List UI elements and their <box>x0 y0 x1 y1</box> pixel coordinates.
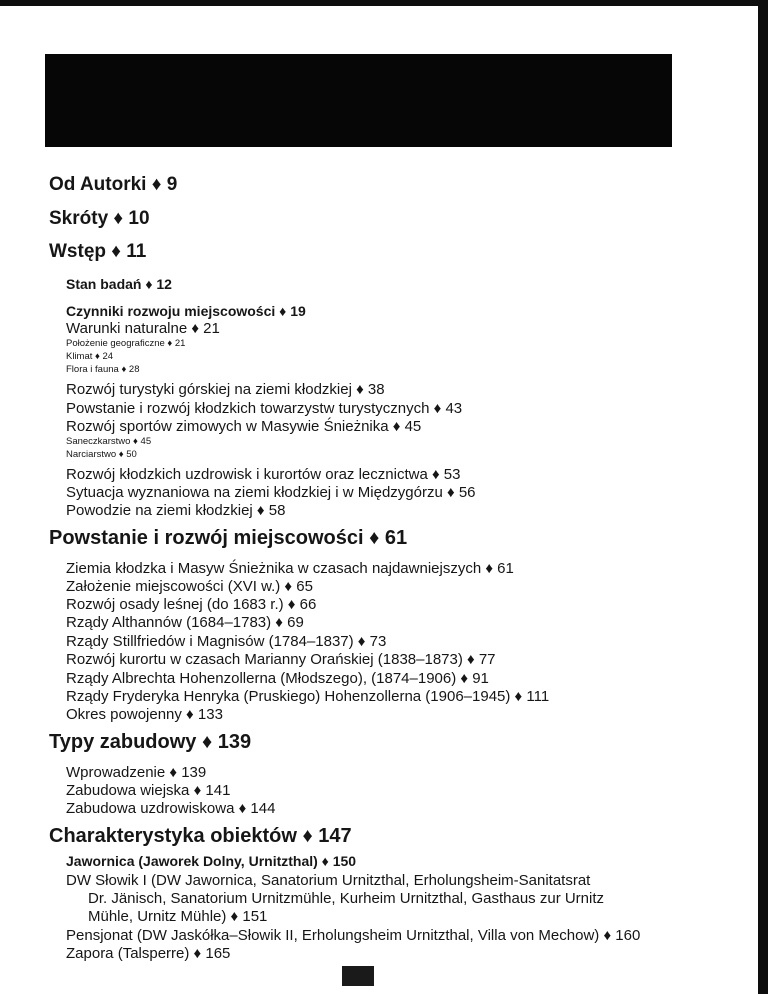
toc-wstep: Wstęp ♦ 11 <box>49 241 147 262</box>
toc-fryderyk: Rządy Fryderyka Henryka (Pruskiego) Hohenzollerna (1906–1945) ♦ 111 <box>66 688 550 705</box>
toc-charakterystyka: Charakterystyka obiektów ♦ 147 <box>49 825 352 847</box>
toc-czynniki: Czynniki rozwoju miejscowości ♦ 19 <box>66 303 306 319</box>
toc-saneczkarstwo: Saneczkarstwo ♦ 45 <box>66 436 152 447</box>
toc-sytuacja: Sytuacja wyznaniowa na ziemi kłodzkiej i w Międzygórzu ♦ 56 <box>66 484 476 501</box>
toc-warunki: Warunki naturalne ♦ 21 <box>66 320 220 337</box>
toc-albrecht: Rządy Albrechta Hohenzollerna (Młodszego), (1874–1906) ♦ 91 <box>66 670 489 687</box>
toc-typy-zabudowy: Typy zabudowy ♦ 139 <box>49 731 252 753</box>
toc-zabudowa-wiejska: Zabudowa wiejska ♦ 141 <box>66 782 231 799</box>
toc-ziemia: Ziemia kłodzka i Masyw Śnieżnika w czasach najdawniejszych ♦ 61 <box>66 560 514 577</box>
toc-pensjonat: Pensjonat (DW Jaskółka–Słowik II, Erholungsheim Urnitzthal, Villa von Mechow) ♦ 160 <box>66 927 641 944</box>
toc-powstanie-towarzystw: Powstanie i rozwój kłodzkich towarzystw turystycznych ♦ 43 <box>66 400 463 417</box>
toc-wprowadzenie: Wprowadzenie ♦ 139 <box>66 764 207 781</box>
toc-stan-badan: Stan badań ♦ 12 <box>66 276 172 292</box>
toc-uzdrowiska: Rozwój kłodzkich uzdrowisk i kurortów oraz lecznictwa ♦ 53 <box>66 466 461 483</box>
scan-right-edge <box>758 6 768 994</box>
page-number-mark <box>342 966 374 986</box>
toc-zalozenie: Założenie miejscowości (XVI w.) ♦ 65 <box>66 578 313 595</box>
toc-dw-slowik-line3: Mühle, Urnitz Mühle) ♦ 151 <box>88 908 268 925</box>
toc-zapora: Zapora (Talsperre) ♦ 165 <box>66 945 231 962</box>
toc-polozenie: Położenie geograficzne ♦ 21 <box>66 338 186 349</box>
toc-rozwoj-sportow: Rozwój sportów zimowych w Masywie Śnieżnika ♦ 45 <box>66 418 422 435</box>
toc-jawornica: Jawornica (Jaworek Dolny, Urnitzthal) ♦ 150 <box>66 853 357 869</box>
toc-od-autorki: Od Autorki ♦ 9 <box>49 174 178 195</box>
toc-skroty: Skróty ♦ 10 <box>49 208 150 229</box>
toc-okres: Okres powojenny ♦ 133 <box>66 706 223 723</box>
toc-flora: Flora i fauna ♦ 28 <box>66 364 140 375</box>
toc-althann: Rządy Althannów (1684–1783) ♦ 69 <box>66 614 304 631</box>
toc-powstanie-miejscowosci: Powstanie i rozwój miejscowości ♦ 61 <box>49 527 408 549</box>
toc-zabudowa-uzdrowiskowa: Zabudowa uzdrowiskowa ♦ 144 <box>66 800 276 817</box>
toc-osada: Rozwój osady leśnej (do 1683 r.) ♦ 66 <box>66 596 317 613</box>
toc-klimat: Klimat ♦ 24 <box>66 351 114 362</box>
toc-rozwoj-turystyki: Rozwój turystyki górskiej na ziemi kłodzkiej ♦ 38 <box>66 381 385 398</box>
toc-narciarstwo: Narciarstwo ♦ 50 <box>66 449 137 460</box>
toc-dw-slowik-line1: DW Słowik I (DW Jawornica, Sanatorium Urnitzthal, Erholungsheim-Sanitatsrat <box>66 872 591 889</box>
toc-powodzie: Powodzie na ziemi kłodzkiej ♦ 58 <box>66 502 286 519</box>
scan-top-edge <box>0 0 768 6</box>
toc-marianna: Rozwój kurortu w czasach Marianny Orańskiej (1838–1873) ♦ 77 <box>66 651 496 668</box>
header-banner <box>45 54 672 147</box>
toc-stillfried: Rządy Stillfriedów i Magnisów (1784–1837) ♦ 73 <box>66 633 387 650</box>
toc-dw-slowik-line2: Dr. Jänisch, Sanatorium Urnitzmühle, Kurheim Urnitzthal, Gasthaus zur Urnitz <box>88 890 605 907</box>
